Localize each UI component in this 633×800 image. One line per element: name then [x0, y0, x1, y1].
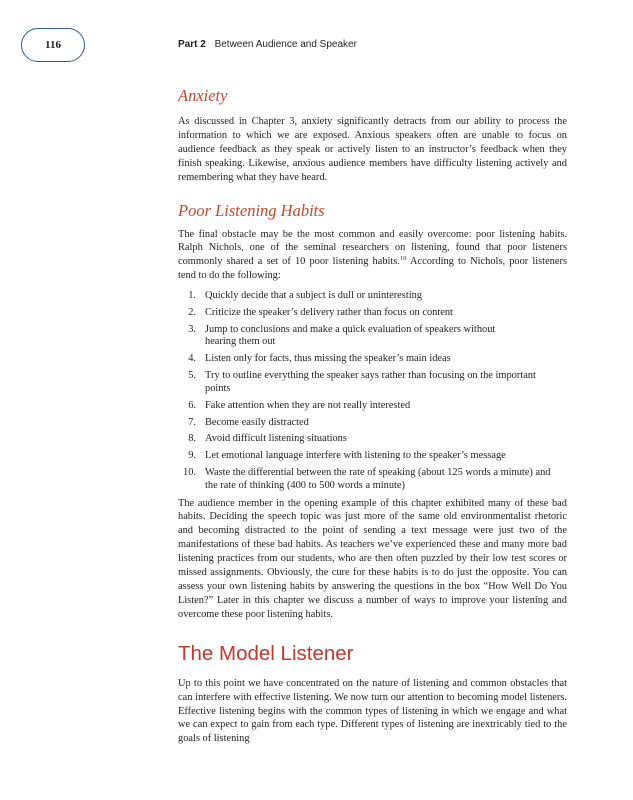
list-item: 2. Criticize the speaker’s delivery rather than focus on content [188, 307, 453, 319]
part-title: Between Audience and Speaker [214, 39, 357, 50]
poor-listening-heading: Poor Listening Habits [178, 200, 325, 220]
running-head [178, 39, 357, 50]
list-item: 10. Waste the differential between the rate of speaking (about 125 words a minute) and the rate of thinking (400 to 500 words a minute) [183, 467, 551, 491]
model-listener-paragraph: Up to this point we have concentrated on the nature of listening and common obstacles that can interfere with effective listening. We now turn our attention to becoming model listeners. Effective listening begins with the common types of listening in which we engage and what we can expect to gain from each type. Different types of listening are inextricably tied to the goals of listening [178, 677, 567, 745]
list-item: 8. Avoid difficult listening situations [188, 433, 347, 445]
list-item: 9. Let emotional language interfere with listening to the speaker’s message [188, 450, 506, 462]
list-item: 5. Try to outline everything the speaker says rather than focusing on the important points [188, 370, 536, 394]
intro-text-cont: According to Nichols, poor listeners tend to do the following: [178, 256, 567, 282]
part-label: Part 2 [178, 39, 206, 50]
list-item: 1. Quickly decide that a subject is dull or uninteresting [188, 290, 422, 302]
model-listener-heading: The Model Listener [178, 641, 354, 665]
poor-listening-intro [178, 228, 567, 284]
list-item: 7. Become easily distracted [188, 416, 309, 428]
poor-listening-closing: The audience member in the opening example of this chapter exhibited many of these bad habits. Deciding the speech topic was just more of the same old environmentalist rhetoric and becoming distracted to the point of sending a text message were just two of the manifestations of these bad habits. As teachers we’ve experienced these and many more bad listening practices from our students, who are then often puzzled by their low test scores or missed assignments. Obviously, the cure for these habits is to do just the opposite. You can assess your own listening habits by answering the questions in the box “How Well Do You Listen?” Later in this chapter we discuss a number of ways to improve your listening and overcome these poor listening habits. [178, 497, 567, 620]
page-body [178, 86, 567, 746]
intro-text: The final obstacle may be the most common and easily overcome: poor listening habits. Ralph Nichols, one of the seminal researchers on listening, found that poor listeners commonly shared a set of 10 poor listening habits. [178, 228, 567, 268]
list-item: 6. Fake attention when they are not really interested [188, 399, 411, 411]
page-number: 116 [21, 28, 85, 62]
anxiety-paragraph: As discussed in Chapter 3, anxiety significantly detracts from our ability to process the information to which we are exposed. Anxious speakers often are unable to focus on audience feedback as they speak or actively listen to an instructor’s feedback when they finish speaking. Likewise, anxious audience members have difficulty listening actively and remembering what they have heard. [178, 116, 567, 183]
poor-habits-list [178, 290, 567, 492]
list-item: 4. Listen only for facts, thus missing the speaker’s main ideas [188, 353, 451, 365]
anxiety-heading: Anxiety [178, 86, 228, 105]
list-item: 3. Jump to conclusions and make a quick evaluation of speakers without hearing them out [188, 323, 496, 348]
endnote-ref: 10 [399, 255, 407, 263]
